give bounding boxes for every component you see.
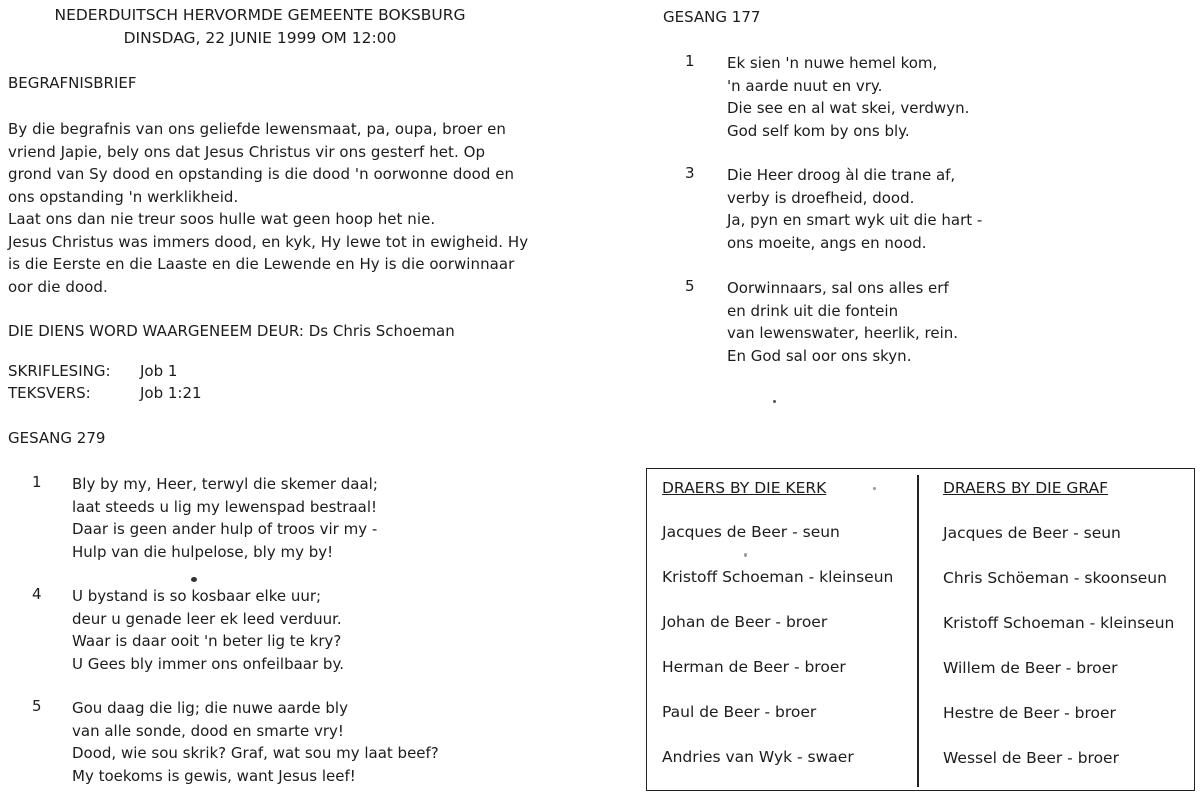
reading-row — [8, 360, 177, 382]
officiant-name: Ds Chris Schoeman — [308, 322, 455, 340]
column-divider — [917, 475, 919, 787]
verse-line: Ek sien 'n nuwe hemel kom, — [727, 54, 938, 72]
verse-line: van lewenswater, heerlik, rein. — [727, 324, 959, 342]
bearer-name: Hestre de Beer - broer — [943, 704, 1116, 722]
letter-line: vriend Japie, bely ons dat Jesus Christus vir ons gesterf het. Op — [8, 142, 486, 161]
letter-line: Jesus Christus was immers dood, en kyk, Hy lewe tot in ewigheid. Hy — [8, 232, 529, 251]
letter-line: Laat ons dan nie treur soos hulle wat geen hoop het nie. — [8, 210, 436, 228]
verse-line: U bystand is so kosbaar elke uur; — [72, 587, 322, 605]
verse-number: 4 — [32, 585, 42, 603]
text-label: TEKSVERS: — [8, 384, 91, 402]
verse-line: deur u genade leer ek leed verduur. — [72, 609, 342, 628]
verse-line: Waar is daar ooit 'n beter lig te kry? — [72, 632, 342, 650]
church-name: NEDERDUITSCH HERVORMDE GEMEENTE BOKSBURG — [54, 6, 466, 24]
hymn-279-title: GESANG 279 — [8, 429, 106, 447]
ink-speck — [873, 487, 876, 490]
letter-line: grond van Sy dood en opstanding is die dood 'n oorwonne dood en — [8, 165, 515, 183]
letter-line: oor die dood. — [8, 277, 108, 296]
bearer-name: Herman de Beer - broer — [662, 658, 846, 676]
verse-line: My toekoms is gewis, want Jesus leef! — [72, 766, 356, 785]
letter-body — [8, 118, 528, 298]
reading-value: Job 1 — [140, 362, 178, 380]
verse-line: en drink uit die fontein — [727, 301, 899, 320]
grave-bearers-column — [943, 479, 1175, 767]
bearer-name: Wessel de Beer - broer — [943, 749, 1119, 767]
bearer-name: Johan de Beer - broer — [662, 613, 828, 631]
reading-label: SKRIFLESING: — [8, 362, 111, 380]
verse-line: Hulp van die hulpelose, bly my by! — [72, 542, 334, 561]
verse-line: Die Heer droog àl die trane af, — [727, 166, 956, 184]
text-row — [8, 382, 202, 404]
verse-number: 3 — [685, 164, 695, 182]
verse-line: U Gees bly immer ons onfeilbaar by. — [72, 654, 344, 673]
ink-speck — [773, 400, 776, 403]
verse-line: En God sal oor ons skyn. — [727, 346, 912, 365]
verse-number: 1 — [685, 52, 695, 70]
verse-line: van alle sonde, dood en smarte vry! — [72, 721, 344, 740]
program-header — [40, 4, 480, 50]
officiant-row — [8, 320, 455, 342]
grave-bearers-title: DRAERS BY DIE GRAF — [943, 479, 1109, 497]
verse-line: Dood, wie sou skrik? Graf, wat sou my laat beef? — [72, 744, 439, 762]
bearer-name: Paul de Beer - broer — [662, 703, 817, 721]
letter-title: BEGRAFNISBRIEF — [8, 74, 137, 92]
verse-line: Bly by my, Heer, terwyl die skemer daal; — [72, 475, 378, 493]
bearer-name: Jacques de Beer - seun — [662, 523, 840, 541]
verse-line: Gou daag die lig; die nuwe aarde bly — [72, 699, 348, 717]
verse-line: verby is droefheid, dood. — [727, 188, 915, 207]
verse-line: laat steeds u lig my lewenspad bestraal! — [72, 497, 378, 516]
bearer-name: Willem de Beer - broer — [943, 659, 1118, 677]
verse-number: 1 — [32, 473, 42, 491]
verse-number: 5 — [685, 277, 695, 295]
verse-number: 5 — [32, 697, 42, 715]
service-date: DINSDAG, 22 JUNIE 1999 OM 12:00 — [123, 29, 397, 47]
bearer-name: Jacques de Beer - seun — [943, 524, 1121, 542]
letter-line: ons opstanding 'n werklikheid. — [8, 187, 239, 206]
letter-line: By die begrafnis van ons geliefde lewensmaat, pa, oupa, broer en — [8, 120, 506, 138]
hymn-177-title: GESANG 177 — [663, 8, 761, 26]
church-bearers-column — [662, 479, 894, 766]
text-value: Job 1:21 — [140, 384, 202, 402]
verse-line: Daar is geen ander hulp of troos vir my - — [72, 520, 378, 538]
letter-line: is die Eerste en die Laaste en die Lewende en Hy is die oorwinnaar — [8, 255, 515, 273]
verse-line: Ja, pyn en smart wyk uit die hart - — [727, 211, 983, 229]
ink-speck — [191, 577, 197, 582]
verse-line: God self kom by ons bly. — [727, 121, 910, 140]
verse-line: ons moeite, angs en nood. — [727, 233, 927, 252]
ink-speck — [744, 553, 747, 557]
verse-line: 'n aarde nuut en vry. — [727, 76, 883, 95]
officiant-label: DIE DIENS WORD WAARGENEEM DEUR: — [8, 322, 304, 340]
verse-line: Die see en al wat skei, verdwyn. — [727, 99, 970, 117]
verse-line: Oorwinnaars, sal ons alles erf — [727, 279, 949, 297]
bearer-name: Kristoff Schoeman - kleinseun — [943, 614, 1175, 632]
bearer-name: Chris Schöeman - skoonseun — [943, 569, 1167, 587]
pallbearers-box — [646, 468, 1195, 791]
church-bearers-title: DRAERS BY DIE KERK — [662, 479, 827, 497]
bearer-name: Kristoff Schoeman - kleinseun — [662, 568, 894, 586]
bearer-name: Andries van Wyk - swaer — [662, 748, 854, 766]
